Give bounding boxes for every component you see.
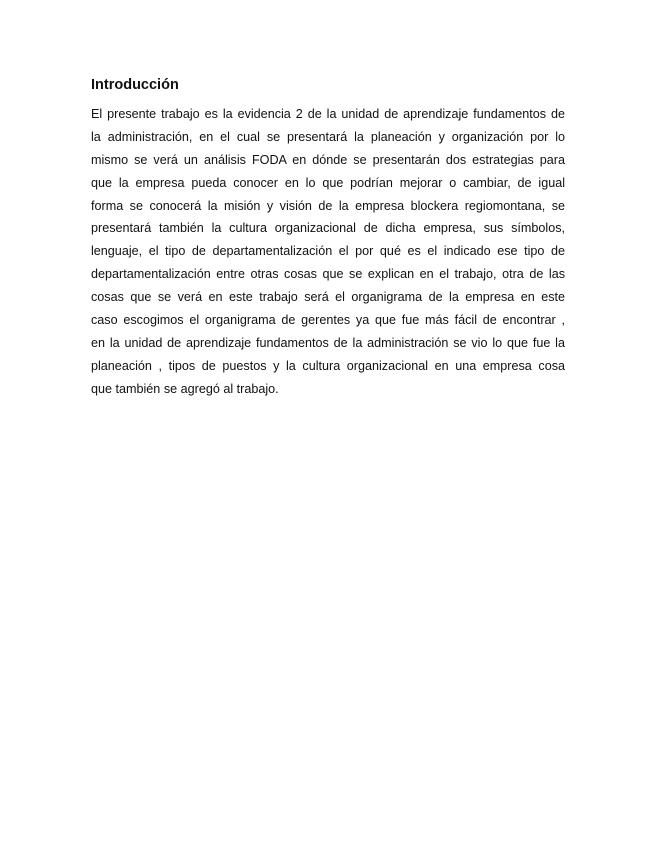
paragraph-line: que la empresa pueda conocer en lo que podrían mejorar o cambiar, de igual [91, 175, 565, 190]
paragraph-line: presentará también la cultura organizacional de dicha empresa, sus símbolos, [91, 221, 565, 236]
paragraph-line: mismo se verá un análisis FODA en dónde se presentarán dos estrategias para [91, 152, 565, 167]
paragraph-line: cosas que se verá en este trabajo será el organigrama de la empresa en este [91, 290, 565, 305]
paragraph-line: departamentalización entre otras cosas que se explican en el trabajo, otra de las [91, 267, 565, 282]
paragraph-line: en la unidad de aprendizaje fundamentos de la administración se vio lo que fue la [91, 335, 565, 350]
paragraph-line: la administración, en el cual se presentará la planeación y organización por lo [91, 129, 565, 144]
page-title: Introducción [91, 77, 179, 93]
paragraph-line: El presente trabajo es la evidencia 2 de la unidad de aprendizaje fundamentos de [91, 107, 565, 121]
paragraph-line: forma se conocerá la misión y visión de la empresa blockera regiomontana, se [91, 198, 565, 213]
paragraph-line: caso escogimos el organigrama de gerentes ya que fue más fácil de encontrar , [91, 313, 565, 328]
paragraph-line-last: que también se agregó al trabajo. [91, 381, 279, 396]
paragraph-line: planeación , tipos de puestos y la cultura organizacional en una empresa cosa [91, 358, 565, 373]
paragraph-line: lenguaje, el tipo de departamentalización el por qué es el indicado ese tipo de [91, 244, 565, 259]
introduction-paragraph [91, 103, 565, 401]
